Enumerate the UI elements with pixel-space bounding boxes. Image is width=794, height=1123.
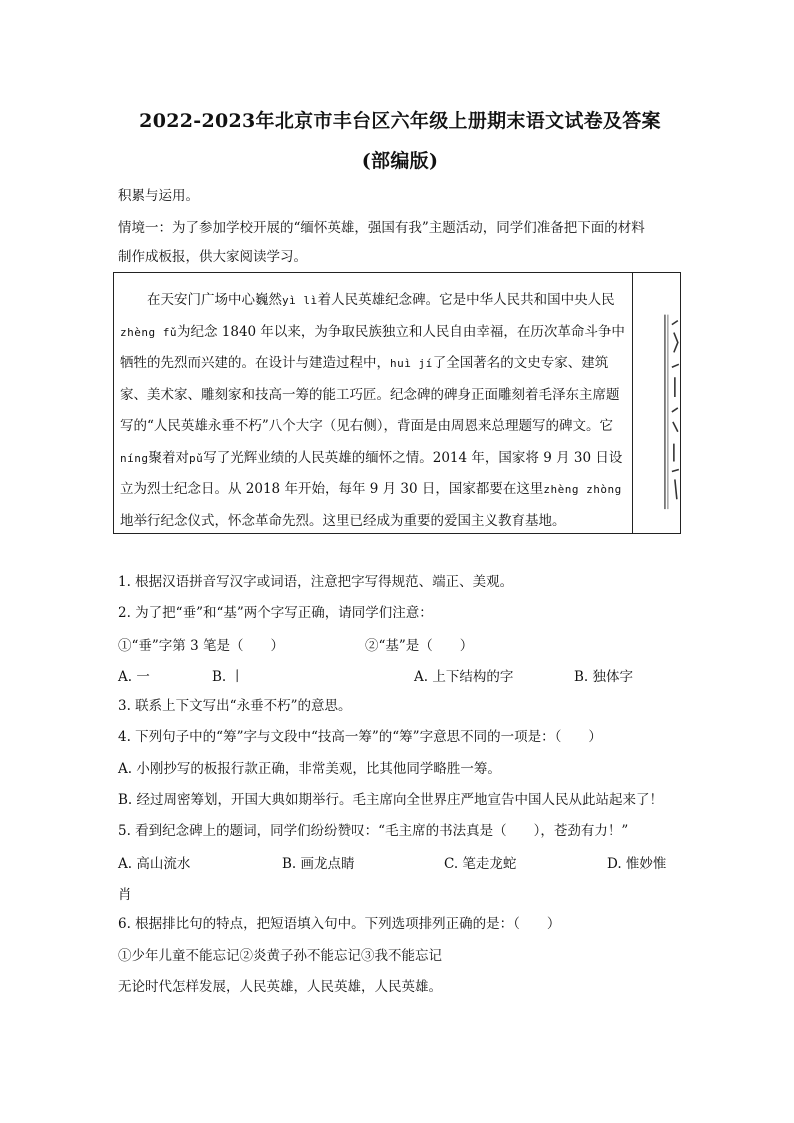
exam-title: 2022-2023年北京市丰台区六年级上册期末语文试卷及答案	[139, 110, 661, 132]
scenario-line-1: 情境一：为了参加学校开展的“缅怀英雄，强国有我”主题活动，同学们准备把下面的材料	[118, 220, 645, 236]
question-3: 3. 联系上下文写出“永垂不朽”的意思。	[118, 698, 352, 714]
question-1: 1. 根据汉语拼音写汉字或词语，注意把字写得规范、端正、美观。	[118, 574, 514, 590]
option-b: B. 画龙点睛	[282, 856, 355, 872]
question-6: 6. 根据排比句的特点，把短语填入句中。下列选项排列正确的是：（ ）	[118, 916, 561, 932]
question-4-option-a: A. 小刚抄写的板报行款正确，非常美观，比其他同学略胜一筹。	[118, 761, 501, 777]
option-a: A. 高山流水	[118, 856, 191, 872]
option-b: B. 丨	[212, 669, 245, 685]
passage-box	[113, 272, 681, 534]
question-5: 5. 看到纪念碑上的题词，同学们纷纷赞叹：“毛主席的书法真是（ ），苍劲有力！”	[118, 823, 629, 839]
pinyin-blank: zhèng fǔ	[120, 325, 177, 339]
calligraphy-image	[634, 273, 680, 533]
passage-segment: 地举行纪念仪式，怀念革命先烈。这里已经成为重要的爱国主义教育基地。	[120, 512, 566, 529]
option-d: D. 惟妙惟	[607, 856, 667, 872]
exam-subtitle: (部编版)	[361, 150, 439, 172]
option-a: A. 一	[118, 669, 150, 685]
question-4-option-b: B. 经过周密筹划，开国大典如期举行。毛主席向全世界庄严地宣告中国人民从此站起来了！	[118, 792, 664, 808]
question-2: 2. 为了把“垂”和“基”两个字写正确，请同学们注意：	[118, 605, 433, 621]
pinyin-blank: zhèng zhòng	[543, 483, 622, 496]
scenario-line-2: 制作成板报，供大家阅读学习。	[118, 249, 307, 265]
box-divider	[632, 273, 633, 533]
pinyin-blank: níng	[120, 451, 149, 465]
option-a: A. 上下结构的字	[414, 669, 514, 685]
question-6-sentence: 无论时代怎样发展，人民英雄，人民英雄，人民英雄。	[118, 979, 442, 995]
passage-segment: 着人民英雄纪念碑。它是中华人民共和国中央人	[317, 292, 602, 308]
section-label: 积累与运用。	[118, 188, 199, 204]
passage-segment: 民	[601, 292, 615, 308]
question-2-part-1: ①“垂”字第 3 笔是（ ）	[118, 638, 284, 654]
pinyin-blank: yì lì	[282, 294, 318, 307]
passage-segment: 在天安门广场中心巍然	[147, 292, 282, 308]
question-4: 4. 下列句子中的“筹”字与文段中“技高一筹”的“筹”字意思不同的一项是：（ ）	[118, 729, 602, 745]
pinyin-blank: pǔ	[189, 451, 204, 465]
passage-text	[120, 285, 627, 537]
passage-segment: 了全国著名的文史专家、建筑家、美术家、雕刻家和技高一筹的能工巧匠。纪念碑的碑身正面雕刻着毛泽东主席题写的“人民英雄永垂不朽”八个大字（见右侧），背面是由周恩来总理题写的碑文。它	[120, 355, 620, 434]
passage-segment: 为纪念 1840 年以来，为争取民族独立和人民自由幸福，在历次革命斗争中牺牲的先烈而兴建的。在设计与建造过程中，	[120, 323, 625, 371]
question-6-items: ①少年儿童不能忘记②炎黄子孙不能忘记③我不能忘记	[118, 948, 442, 964]
option-b: B. 独体字	[574, 669, 634, 685]
option-c: C. 笔走龙蛇	[444, 856, 517, 872]
question-2-part-2: ②“基”是（ ）	[365, 638, 474, 654]
passage-segment: 写了光辉业绩的人民英雄的缅怀之情。2014 年，国家将 9 月 30 日设立为烈士纪念日。从 2018 年开始，每年 9 月 30 日，国家都要在这里	[120, 449, 623, 497]
passage-segment: 聚着对	[148, 449, 189, 466]
pinyin-blank: huì jí	[390, 357, 433, 370]
option-d-continued: 肖	[118, 887, 132, 903]
